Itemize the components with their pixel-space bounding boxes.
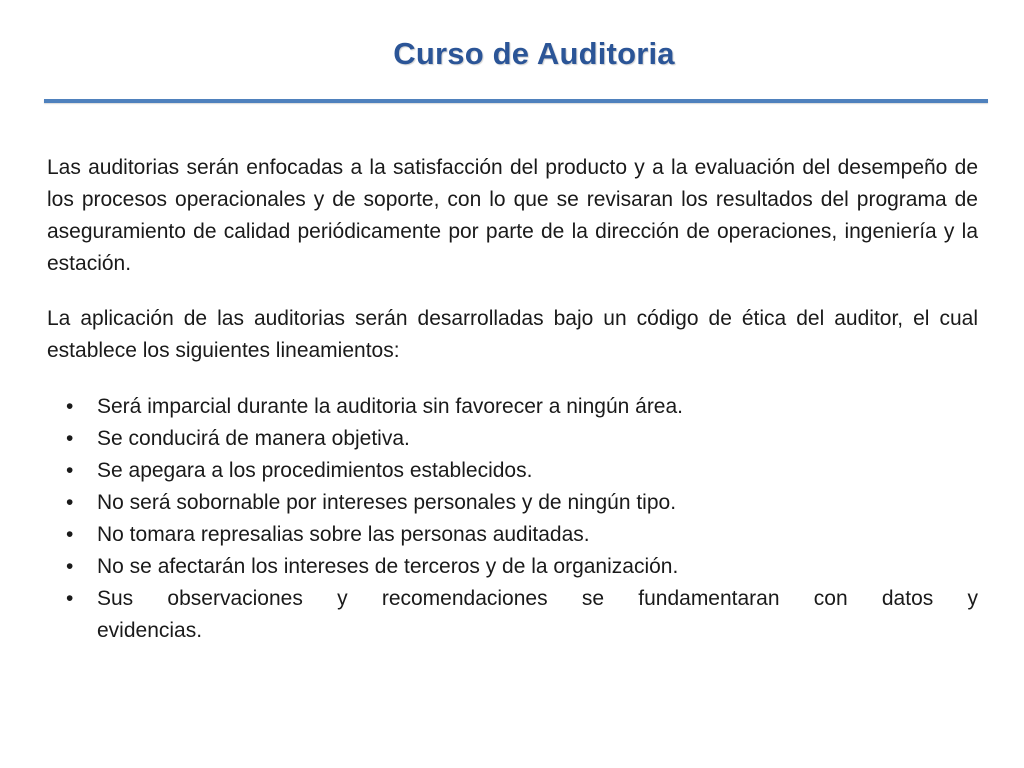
bullet-icon: • xyxy=(66,523,74,546)
list-item xyxy=(47,391,978,423)
list-item-text: No tomara represalias sobre las personas auditadas. xyxy=(97,523,590,546)
slide-title: Curso de Auditoria xyxy=(393,36,675,71)
paragraph-audit-focus: Las auditorias serán enfocadas a la satisfacción del producto y a la evaluación del desempeño de los procesos operacionales y de soporte, con lo que se revisaran los resultados del programa de aseguramiento de calidad periódicamente por parte de la dirección de operaciones, ingeniería y la estación. xyxy=(47,156,978,275)
list-item-text: Se conducirá de manera objetiva. xyxy=(97,427,410,450)
list-item xyxy=(47,487,978,519)
list-item xyxy=(47,455,978,487)
list-item-text: No se afectarán los intereses de terceros y de la organización. xyxy=(97,555,679,578)
bullet-icon: • xyxy=(66,587,74,610)
bullet-icon: • xyxy=(66,427,74,450)
list-item xyxy=(47,583,978,647)
guidelines-list xyxy=(47,391,978,647)
slide-body xyxy=(47,152,978,647)
list-item-text-continuation: evidencias. xyxy=(97,619,203,642)
list-item-text: Se apegara a los procedimientos establecidos. xyxy=(97,459,533,482)
title-underline-rule xyxy=(44,99,988,103)
list-item-text: Será imparcial durante la auditoria sin favorecer a ningún área. xyxy=(97,395,684,418)
bullet-icon: • xyxy=(66,555,74,578)
bullet-icon: • xyxy=(66,459,74,482)
list-item xyxy=(47,551,978,583)
list-item-text: Sus observaciones y recomendaciones se fundamentaran con datos y xyxy=(97,587,978,610)
bullet-icon: • xyxy=(66,395,74,418)
list-item xyxy=(47,423,978,455)
paragraph-ethics-code: La aplicación de las auditorias serán desarrolladas bajo un código de ética del auditor, el cual establece los siguientes lineamientos: xyxy=(47,307,978,362)
list-item-text: No será sobornable por intereses personales y de ningún tipo. xyxy=(97,491,677,514)
list-item xyxy=(47,519,978,551)
bullet-icon: • xyxy=(66,491,74,514)
